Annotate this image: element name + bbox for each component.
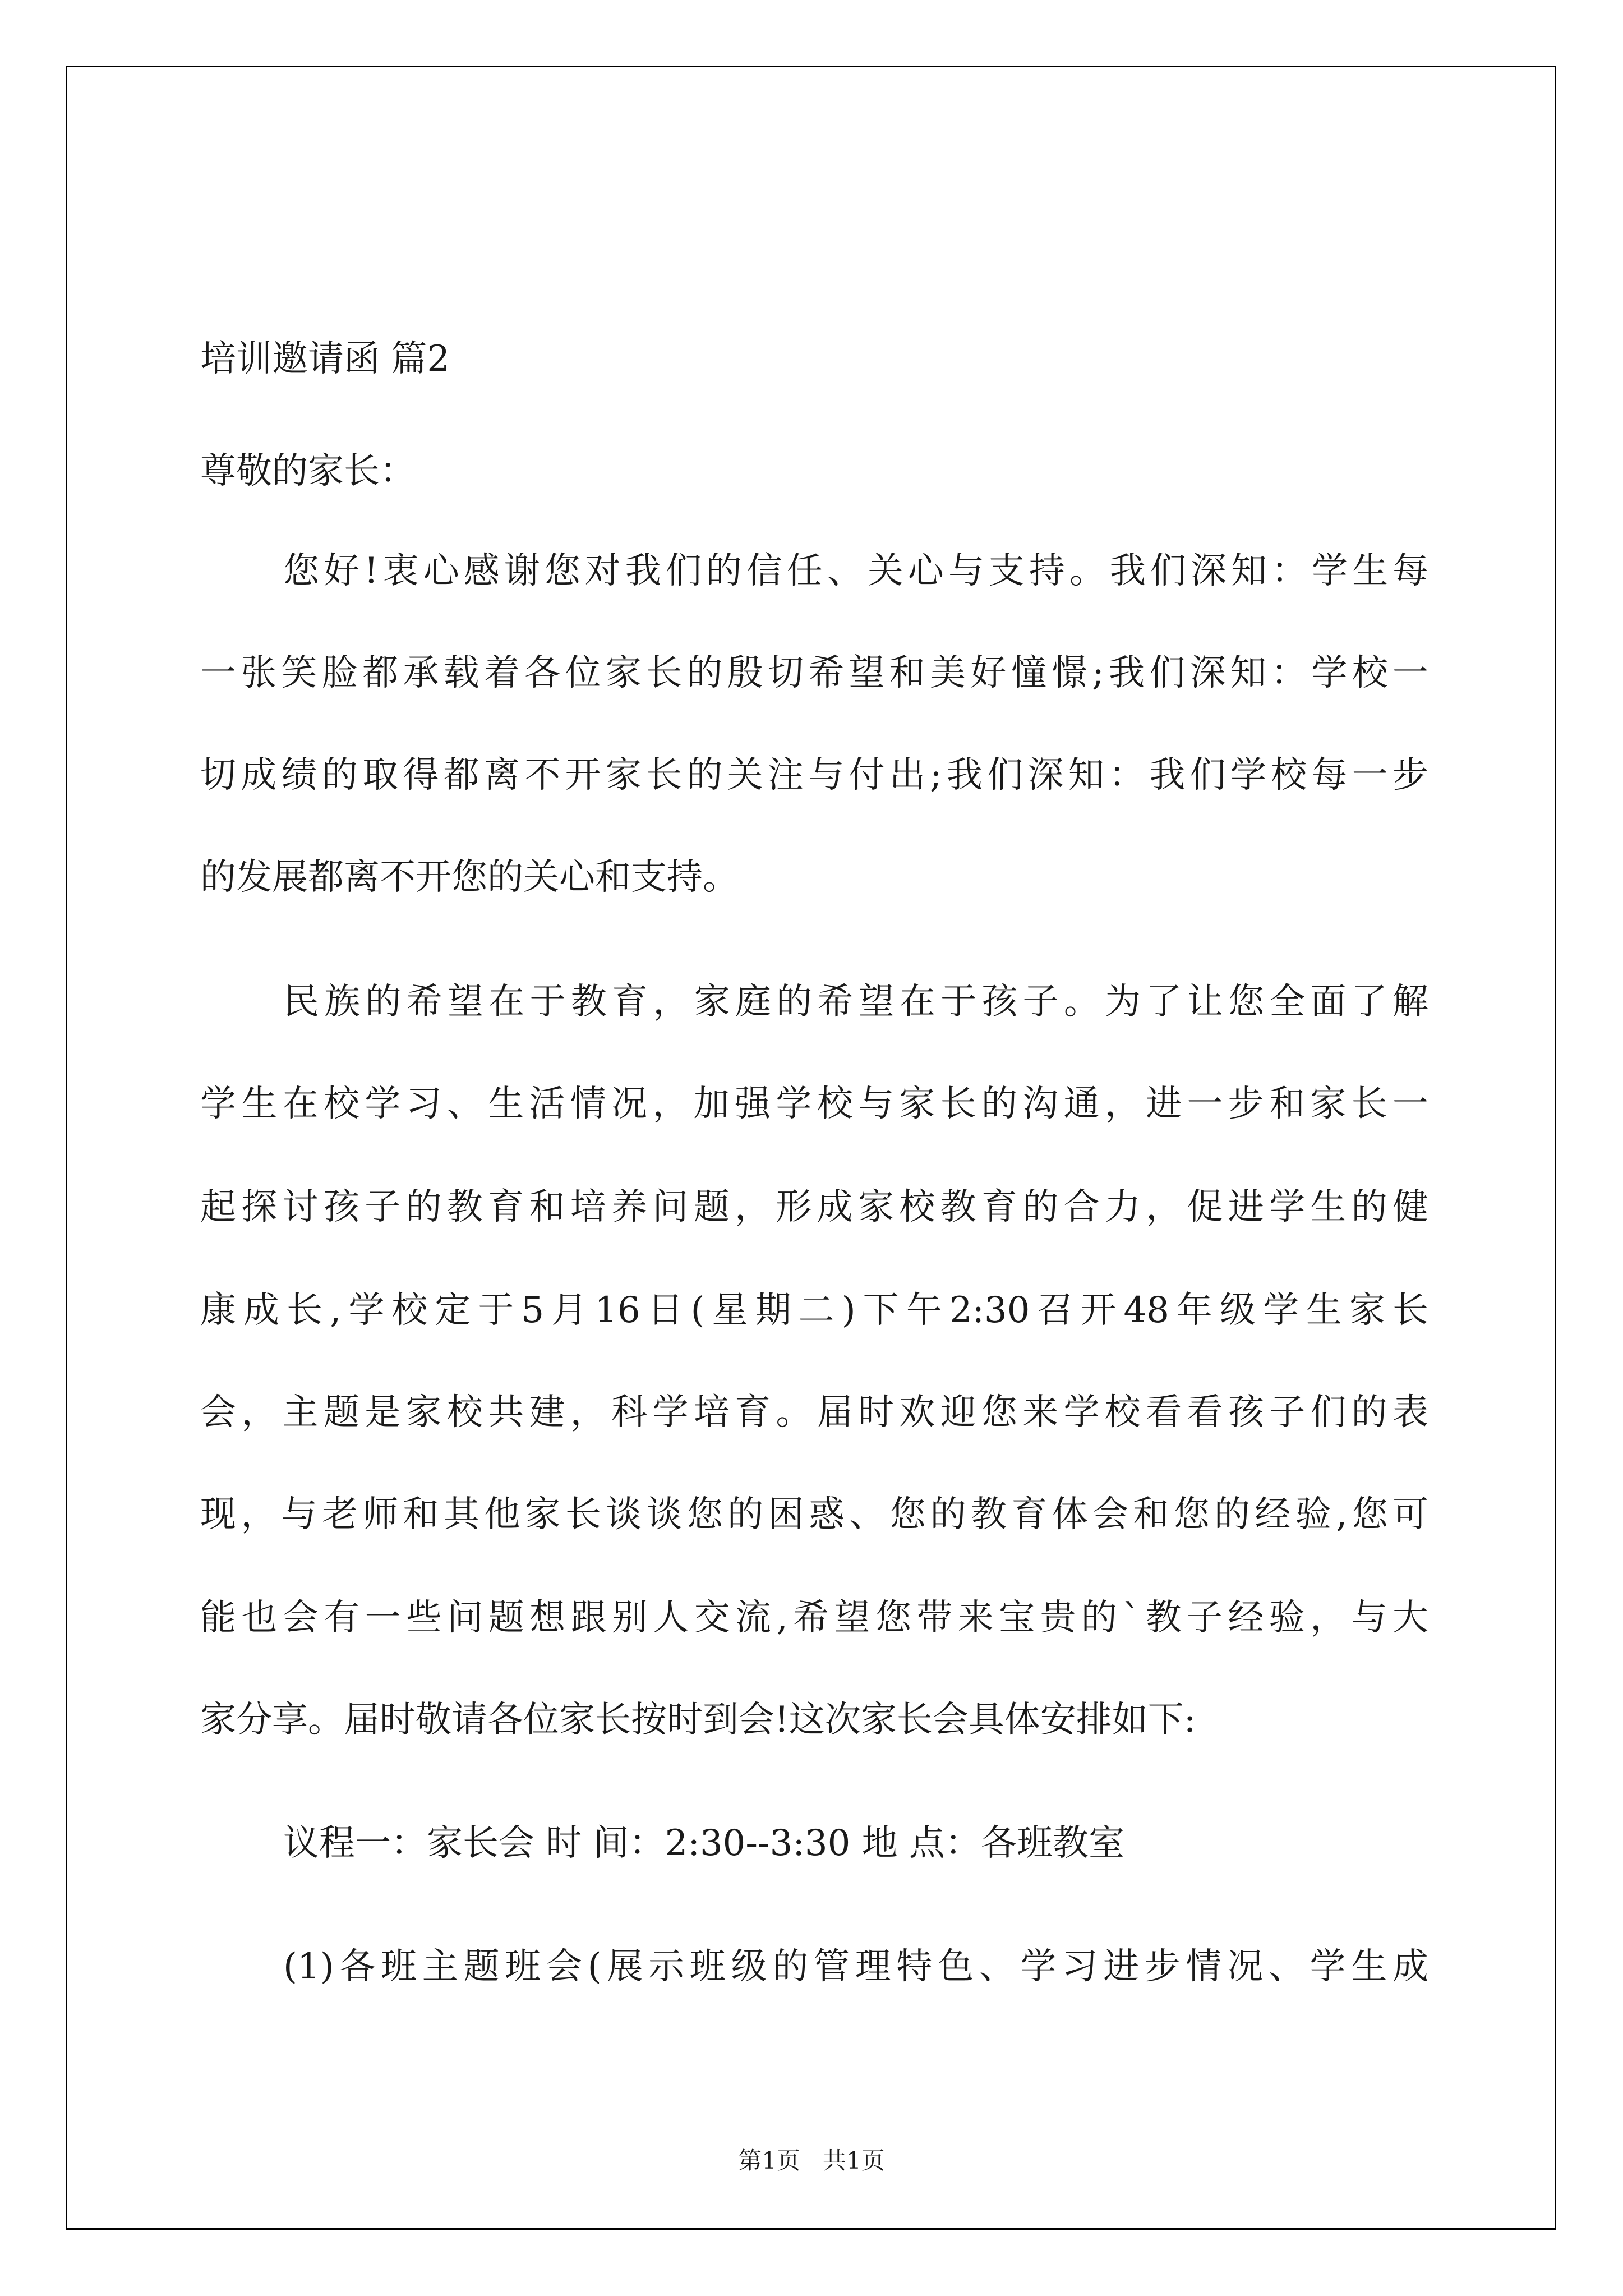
document-heading: 培训邀请函 篇2 [200, 338, 450, 380]
paragraph-line: 会，主题是家校共建，科学培育。届时欢迎您来学校看看孩子们的表 [200, 1392, 1428, 1433]
paragraph-line: 家分享。届时敬请各位家长按时到会!这次家长会具体安排如下: [200, 1699, 1196, 1741]
paragraph-line: 切成绩的取得都离不开家长的关注与付出;我们深知：我们学校每一步 [200, 754, 1428, 796]
agenda-detail: (1)各班主题班会(展示班级的管理特色、学习进步情况、学生成 [283, 1946, 1428, 1987]
paragraph-line: 学生在校学习、生活情况，加强学校与家长的沟通，进一步和家长一 [200, 1083, 1428, 1125]
page-footer: 第1页 共1页 [738, 2147, 885, 2174]
paragraph-line: 起探讨孩子的教育和培养问题，形成家校教育的合力，促进学生的健 [200, 1186, 1428, 1228]
paragraph-line: 康成长,学校定于5月16日(星期二)下午2:30召开48年级学生家长 [200, 1290, 1428, 1331]
paragraph-line: 一张笑脸都承载着各位家长的殷切希望和美好憧憬;我们深知：学校一 [200, 652, 1428, 694]
salutation: 尊敬的家长： [200, 450, 416, 492]
paragraph-line: 您好!衷心感谢您对我们的信任、关心与支持。我们深知：学生每 [283, 550, 1428, 592]
paragraph-line: 民族的希望在于教育，家庭的希望在于孩子。为了让您全面了解 [283, 981, 1428, 1023]
paragraph-line: 现，与老师和其他家长谈谈您的困惑、您的教育体会和您的经验,您可 [200, 1494, 1428, 1535]
agenda-item: 议程一：家长会 时 间：2:30--3:30 地 点：各班教室 [283, 1823, 1125, 1864]
paragraph-line: 能也会有一些问题想跟别人交流,希望您带来宝贵的`教子经验，与大 [200, 1597, 1428, 1639]
paragraph-line: 的发展都离不开您的关心和支持。 [200, 857, 739, 898]
page-border [66, 66, 1556, 2230]
